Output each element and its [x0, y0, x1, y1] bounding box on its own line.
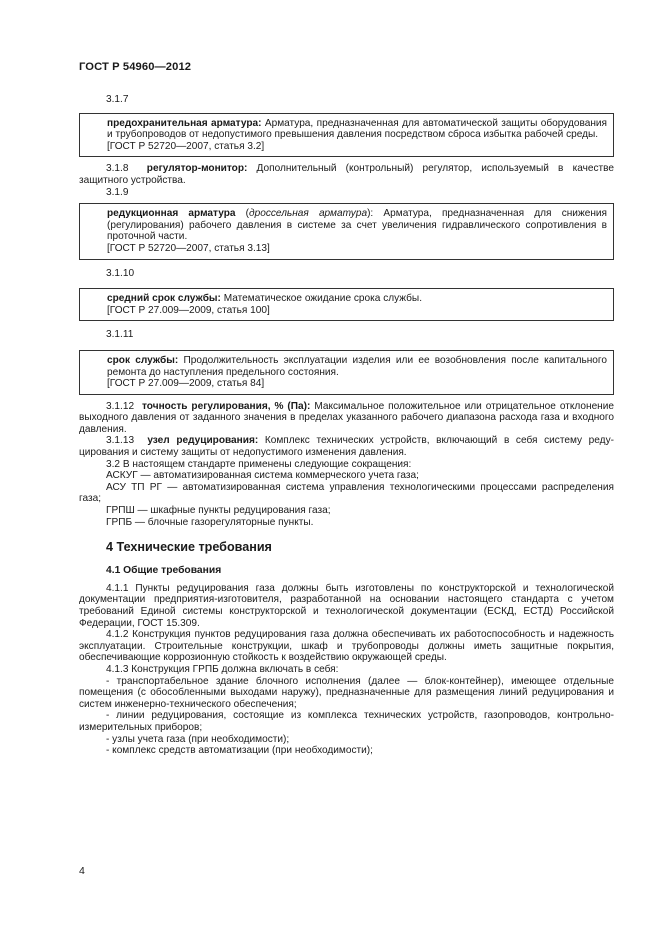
- paragraph-3-1-13: 3.1.13 узел редуцирования: Комплекс технических устройств, включающий в себя систему редуцирования и систему защиты от недопустимого изменения давления.: [79, 435, 614, 459]
- paragraph-4-1-1: 4.1.1 Пункты редуцирования газа должны быть изготовлены по конструкторской и технологической документации предприятия-изготовителя, разработанной на основании настоящего стандарта с учетом требований Единой системы конструкторской и технологической документации (ЕСКД, ЕСТД) Российской Федерации, ГОСТ 15.309.: [79, 582, 614, 629]
- list-item: - транспортабельное здание блочного исполнения (далее — блок-контейнер), имеющее отдельные помещения (с обособленными выходами наружу), предназначенные для размещения линий редуцирования и систем инженерно-технического обеспечения;: [79, 675, 614, 710]
- term-title: срок службы:: [107, 354, 179, 366]
- term-definition: Арматура, предназначенная для автоматической защиты оборудования и трубопроводов от недопустимого превышения давления посредством сброса избытка рабочей среды.: [107, 117, 608, 141]
- subsection-heading-4-1: 4.1 Общие требования: [106, 565, 222, 577]
- page-number: 4: [79, 865, 85, 877]
- section-heading-4: 4 Технические требования: [106, 540, 272, 555]
- term-title: средний срок службы:: [107, 293, 221, 305]
- paragraph-3-2: 3.2 В настоящем стандарте применены следующие сокращения:: [106, 458, 412, 470]
- term-definition: Математическое ожидание срока службы.: [220, 293, 422, 305]
- term-definition: Дополнительный (контрольный) регулятор, используемый в качестве защитного устройства.: [79, 163, 615, 186]
- term-title: узел редуцирования:: [147, 435, 259, 447]
- paragraph-4-1-3: 4.1.3 Конструкция ГРПБ должна включать в себя:: [106, 663, 339, 675]
- term-box-3-1-9: редукционная арматура (дроссельная арматура): Арматура, предназначенная для снижения (регулирования) рабочего давления в системе за счет увеличения гидравлического сопротивления в проточной части. [ГОСТ Р 52720—2007, статья 3.13]: [79, 203, 614, 259]
- term-reference: [ГОСТ Р 52720—2007, статья 3.13]: [107, 242, 270, 254]
- list-item: - линии редуцирования, состоящие из комплекса технических устройств, газопроводов, контрольно-измерительных приборов;: [79, 710, 614, 733]
- term-reference: [ГОСТ Р 52720—2007, статья 3.2]: [107, 140, 265, 152]
- paragraph-3-1-12: 3.1.12 точность регулирования, % (Па): Максимальное положительное или отрицательное отклонение выходного давления от заданного значения в пределах указанного рабочего диапазона расхода газа и входного давления.: [79, 400, 615, 435]
- term-number-3-1-10: 3.1.10: [106, 267, 135, 279]
- term-box-3-1-7: [79, 113, 614, 158]
- list-item: - комплекс средств автоматизации (при необходимости);: [106, 745, 373, 757]
- term-reference: [ГОСТ Р 27.009—2009, статья 84]: [107, 378, 265, 390]
- list-item: - узлы учета газа (при необходимости);: [106, 733, 290, 745]
- term-title: предохранительная арматура:: [107, 117, 262, 129]
- term-definition: ): Арматура, предназначенная для снижения (регулирования) рабочего давления в системе за счет увеличения гидравлического сопротивления в проточной части.: [107, 208, 607, 243]
- abbreviation-item: АСУ ТП РГ — автоматизированная система управления технологическими процессами распределения газа;: [79, 481, 614, 505]
- term-title: точность регулирования, % (Па):: [142, 400, 311, 412]
- term-number-3-1-7: 3.1.7: [106, 94, 129, 105]
- term-definition: Комплекс технических устройств, включающий в себя систему редуцирования и систему защиты от недопустимого изменения давления.: [79, 435, 614, 459]
- term-reference: [ГОСТ Р 27.009—2009, статья 100]: [107, 304, 270, 316]
- term-box-3-1-10: [79, 288, 614, 321]
- paragraph-4-1-2: 4.1.2 Конструкция пунктов редуцирования газа должна обеспечивать их работоспособность и надежность эксплуатации. Строительные конструкции, шкаф и трубопроводы должны иметь защитные покрытия, обеспечивающие коррозионную стойкость к воздействию окружающей среды.: [79, 629, 614, 664]
- term-number-3-1-11: 3.1.11: [106, 329, 134, 341]
- term-box-3-1-11: [79, 350, 614, 395]
- page-content: [79, 88, 614, 757]
- term-title: редукционная арматура: [107, 208, 236, 220]
- abbreviation-item: АСКУГ — автоматизированная система коммерческого учета газа;: [106, 470, 419, 482]
- abbreviation-item: ГРПБ — блочные газорегуляторные пункты.: [106, 516, 314, 528]
- term-definition: Максимальное положительное или отрицательное отклонение выходного давления от заданного значения в пределах указанного рабочего диапазона расхода газа и входного давления.: [79, 400, 615, 435]
- term-definition: Продолжительность эксплуатации изделия или ее возобновления после капитального ремонта до наступления предельного состояния.: [107, 354, 607, 378]
- term-title: регулятор-монитор:: [146, 163, 248, 175]
- paragraph-3-1-8: 3.1.8 регулятор-монитор: Дополнительный (контрольный) регулятор, используемый в качестве защитного устройства.: [79, 163, 615, 186]
- abbreviation-item: ГРПШ — шкафные пункты редуцирования газа;: [106, 505, 331, 517]
- document-header: ГОСТ Р 54960—2012: [79, 61, 192, 73]
- term-alternative: дроссельная арматура: [249, 208, 368, 220]
- term-number-3-1-9: 3.1.9: [106, 186, 129, 198]
